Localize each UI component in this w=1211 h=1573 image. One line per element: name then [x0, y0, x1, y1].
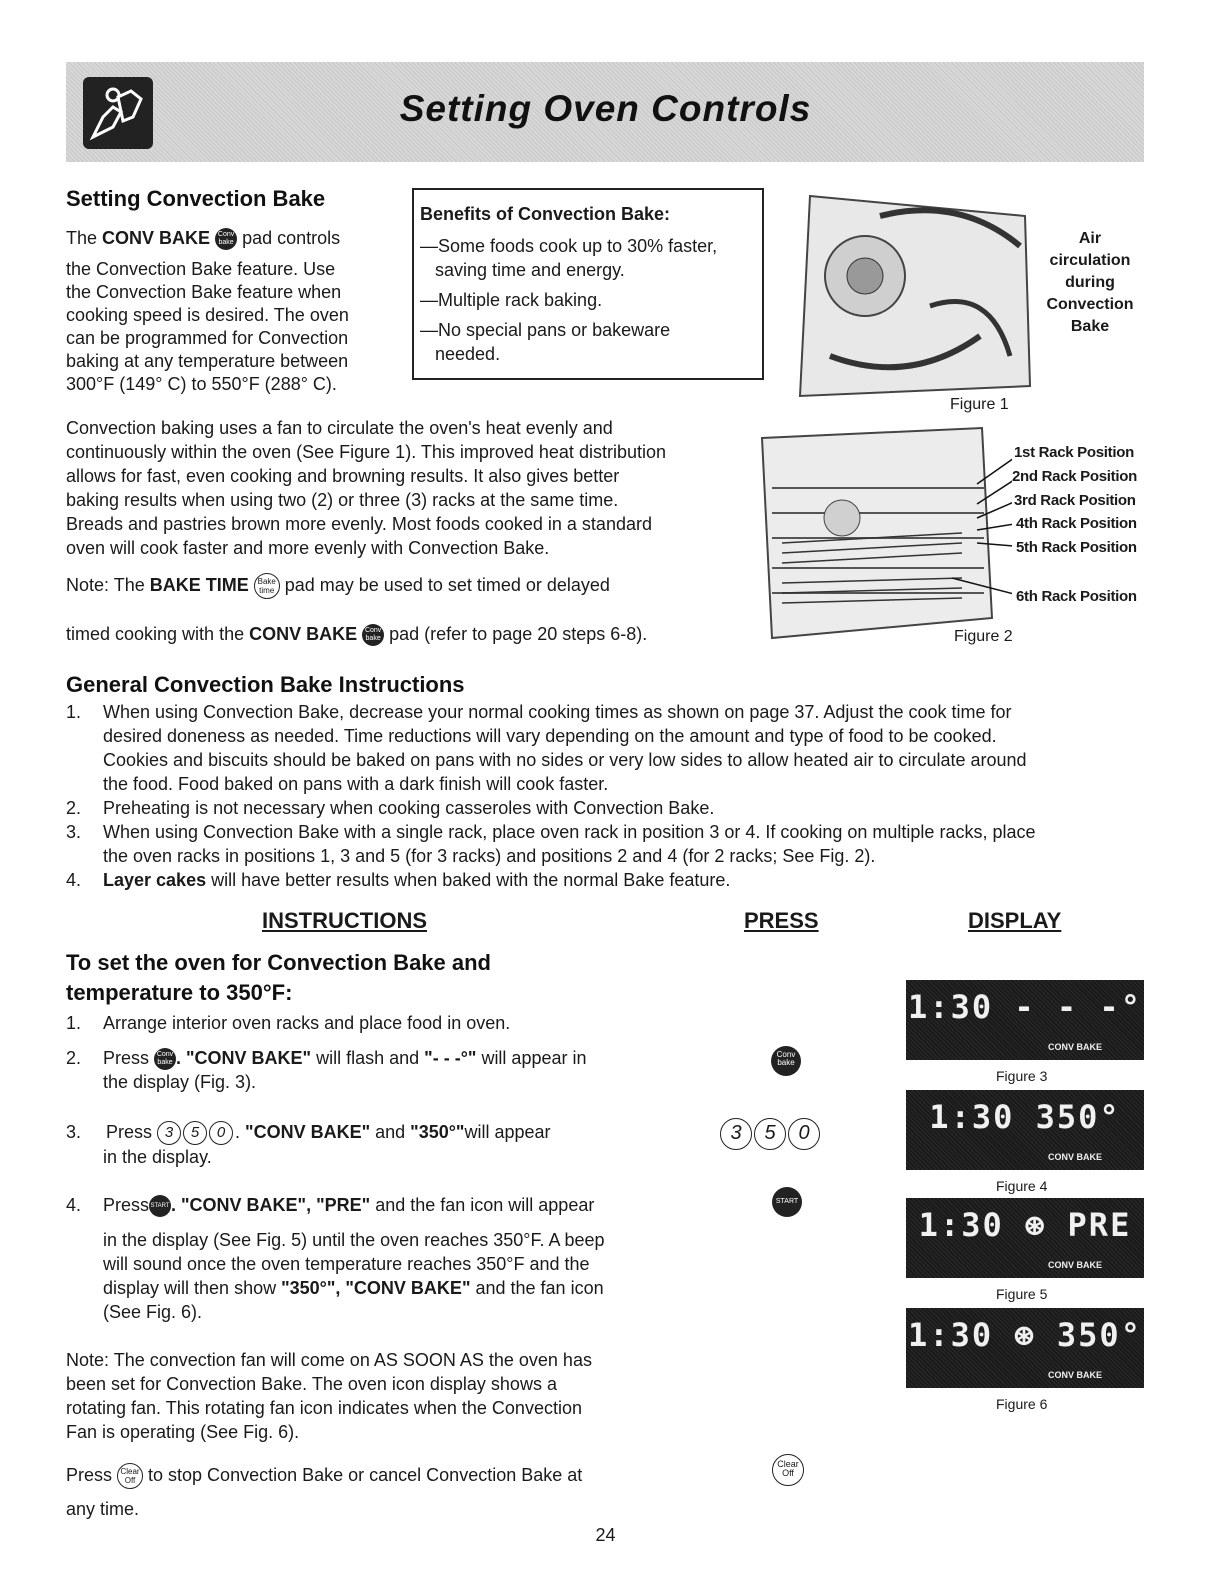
page-title: Setting Oven Controls [399, 88, 812, 129]
figure-6-caption: Figure 6 [996, 1396, 1048, 1412]
display-mode-label: CONV BAKE [1047, 1370, 1102, 1380]
conv-bake-pad-icon: Conv bake [362, 624, 384, 646]
digit-3-pad-icon: 3 [157, 1121, 181, 1145]
benefit-line: —No special pans or bakeware [420, 320, 671, 340]
display-readout: 1:30 ⊛ 350° [908, 1316, 1142, 1354]
digit-3-pad-icon: 3 [720, 1118, 752, 1150]
figure-1-caption: Figure 1 [950, 396, 1009, 413]
display-mode-label: CONV BAKE [1047, 1042, 1102, 1052]
step-1: 1. Arrange interior oven racks and place food in oven. [66, 1013, 511, 1033]
step-4-details: in the display (See Fig. 5) until the oven reaches 350°F. A beep will sound once the oven temperature reaches 350°F and the display will then show "350°", "CONV BAKE" and the fan icon (See Fig. 6). [103, 1230, 605, 1322]
oven-rack-positions-illustration [752, 418, 1012, 648]
digit-pads-350 [720, 1118, 822, 1150]
rack-position-label: 4th Rack Position [1016, 515, 1137, 532]
general-instructions-list [66, 700, 1156, 892]
step-4: 4. PressSTART. "CONV BAKE", "PRE" and the fan icon will appear [66, 1193, 686, 1217]
display-figure-3 [906, 980, 1144, 1060]
step-2: 2. Press Conv bake . "CONV BAKE" will flash and "- - -°" will appear in the display (Fig. 3). [66, 1048, 587, 1093]
bake-time-note: Note: The BAKE TIME Bake time pad may be used to set timed or delayed [66, 573, 756, 599]
rack-position-label: 1st Rack Position [1014, 444, 1134, 461]
display-readout: 1:30 - - -° [908, 988, 1142, 1026]
display-mode-label: CONV BAKE [1047, 1152, 1102, 1162]
page-number: 24 [595, 1525, 616, 1545]
benefit-line: —Multiple rack baking. [420, 290, 603, 310]
bake-time-pad-icon: Bake time [254, 573, 280, 599]
benefits-box [412, 188, 764, 380]
digit-5-pad-icon: 5 [183, 1121, 207, 1145]
convection-fan-note: Note: The convection fan will come on AS SOON AS the oven has been set for Convection Bake. The oven icon display shows a rotating fan. This rotating fan icon indicates when the Convection Fan is operating (See Fig. 6). [66, 1350, 592, 1442]
display-readout: 1:30 350° [929, 1098, 1121, 1136]
conv-bake-pad-icon: Conv bake [771, 1046, 801, 1076]
display-readout: 1:30 ⊛ PRE [918, 1206, 1132, 1244]
display-figure-4 [906, 1090, 1144, 1170]
figure-3-caption: Figure 3 [996, 1068, 1048, 1084]
convection-heading: Setting Convection Bake [66, 186, 326, 211]
general-instructions-heading: General Convection Bake Instructions [66, 672, 465, 697]
display-column-header: DISPLAY [968, 908, 1062, 933]
benefit-line: needed. [420, 344, 501, 364]
list-item: 2. Preheating is not necessary when cooking casseroles with Convection Bake. [66, 798, 715, 818]
display-mode-label: CONV BAKE [1047, 1260, 1102, 1270]
benefits-title: Benefits of Convection Bake: [420, 204, 671, 224]
rack-position-label: 5th Rack Position [1016, 539, 1137, 556]
conv-bake-pad-icon: Conv bake [215, 228, 237, 250]
intro-paragraph-2: Convection baking uses a fan to circulate the oven's heat evenly and continuously within the oven (See Figure 1). This improved heat distribution allows for fast, even cooking and browning results. It also gives better baking results when using two (2) or three (3) racks at the same time. Breads and pastries brown more evenly. Most foods cooked in a standard oven will cook faster and more evenly with Convection Bake. [66, 418, 666, 558]
display-figure-5 [906, 1198, 1144, 1278]
display-figure-6 [906, 1308, 1144, 1388]
conv-bake-pad-icon: Conv bake [154, 1048, 176, 1070]
rack-position-label: 3rd Rack Position [1014, 492, 1136, 509]
digit-0-pad-icon: 0 [788, 1118, 820, 1150]
procedure-heading: To set the oven for Convection Bake and temperature to 350°F: [66, 950, 491, 1005]
benefit-line: saving time and energy. [420, 260, 625, 280]
step-3: 3. Press 3 5 0 . "CONV BAKE" and "350°"will appear in the display. [66, 1122, 551, 1168]
bake-time-note-cont: timed cooking with the CONV BAKE Conv bake pad (refer to page 20 steps 6-8). [66, 622, 756, 646]
list-item: 1. When using Convection Bake, decrease your normal cooking times as shown on page 37. Adjust the cook time for desired doneness as needed. Time reductions will vary depending on the amount and type of food to be cooked. Cookies and biscuits should be baked on pans with no sides or very low sides to allow heated air to circulate around the food. Food baked on pans with a dark finish will cook faster. [66, 702, 1027, 794]
clear-off-instruction: Press Clear Off to stop Convection Bake or cancel Convection Bake at any time. [66, 1465, 583, 1519]
air-circulation-label: Air circulation during Convection Bake [1046, 230, 1134, 335]
list-item: 3. When using Convection Bake with a single rack, place oven rack in position 3 or 4. If cooking on multiple racks, place the oven racks in positions 1, 3 and 5 (for 3 racks) and positions 2 and 4 (for 2 racks; See Fig. 2). [66, 822, 1036, 866]
digit-0-pad-icon: 0 [209, 1121, 233, 1145]
intro-paragraph-1: The CONV BAKE Conv bake pad controls [66, 226, 396, 250]
figure-5-caption: Figure 5 [996, 1286, 1048, 1302]
benefit-line: —Some foods cook up to 30% faster, [420, 236, 718, 256]
figure-2-caption: Figure 2 [954, 628, 1013, 645]
rack-position-label: 2nd Rack Position [1012, 468, 1137, 485]
start-pad-icon: START [149, 1195, 171, 1217]
intro-paragraph-1-rest: the Convection Bake feature. Use the Convection Bake feature when cooking speed is desired. The oven can be programmed for Convection baking at any temperature between 300°F (149° C) to 550°F (288° C). [66, 259, 349, 394]
rack-position-label: 6th Rack Position [1016, 588, 1137, 605]
air-circulation-illustration [790, 186, 1040, 416]
clear-off-pad-icon: Clear Off [117, 1463, 143, 1489]
press-column-header: PRESS [744, 908, 819, 933]
figure-4-caption: Figure 4 [996, 1178, 1048, 1194]
start-pad-icon: START [772, 1187, 802, 1217]
list-item: 4. Layer cakes will have better results when baked with the normal Bake feature. [66, 870, 731, 890]
clear-off-pad-icon: Clear Off [772, 1454, 804, 1486]
instructions-column-header: INSTRUCTIONS [262, 908, 427, 933]
digit-5-pad-icon: 5 [754, 1118, 786, 1150]
